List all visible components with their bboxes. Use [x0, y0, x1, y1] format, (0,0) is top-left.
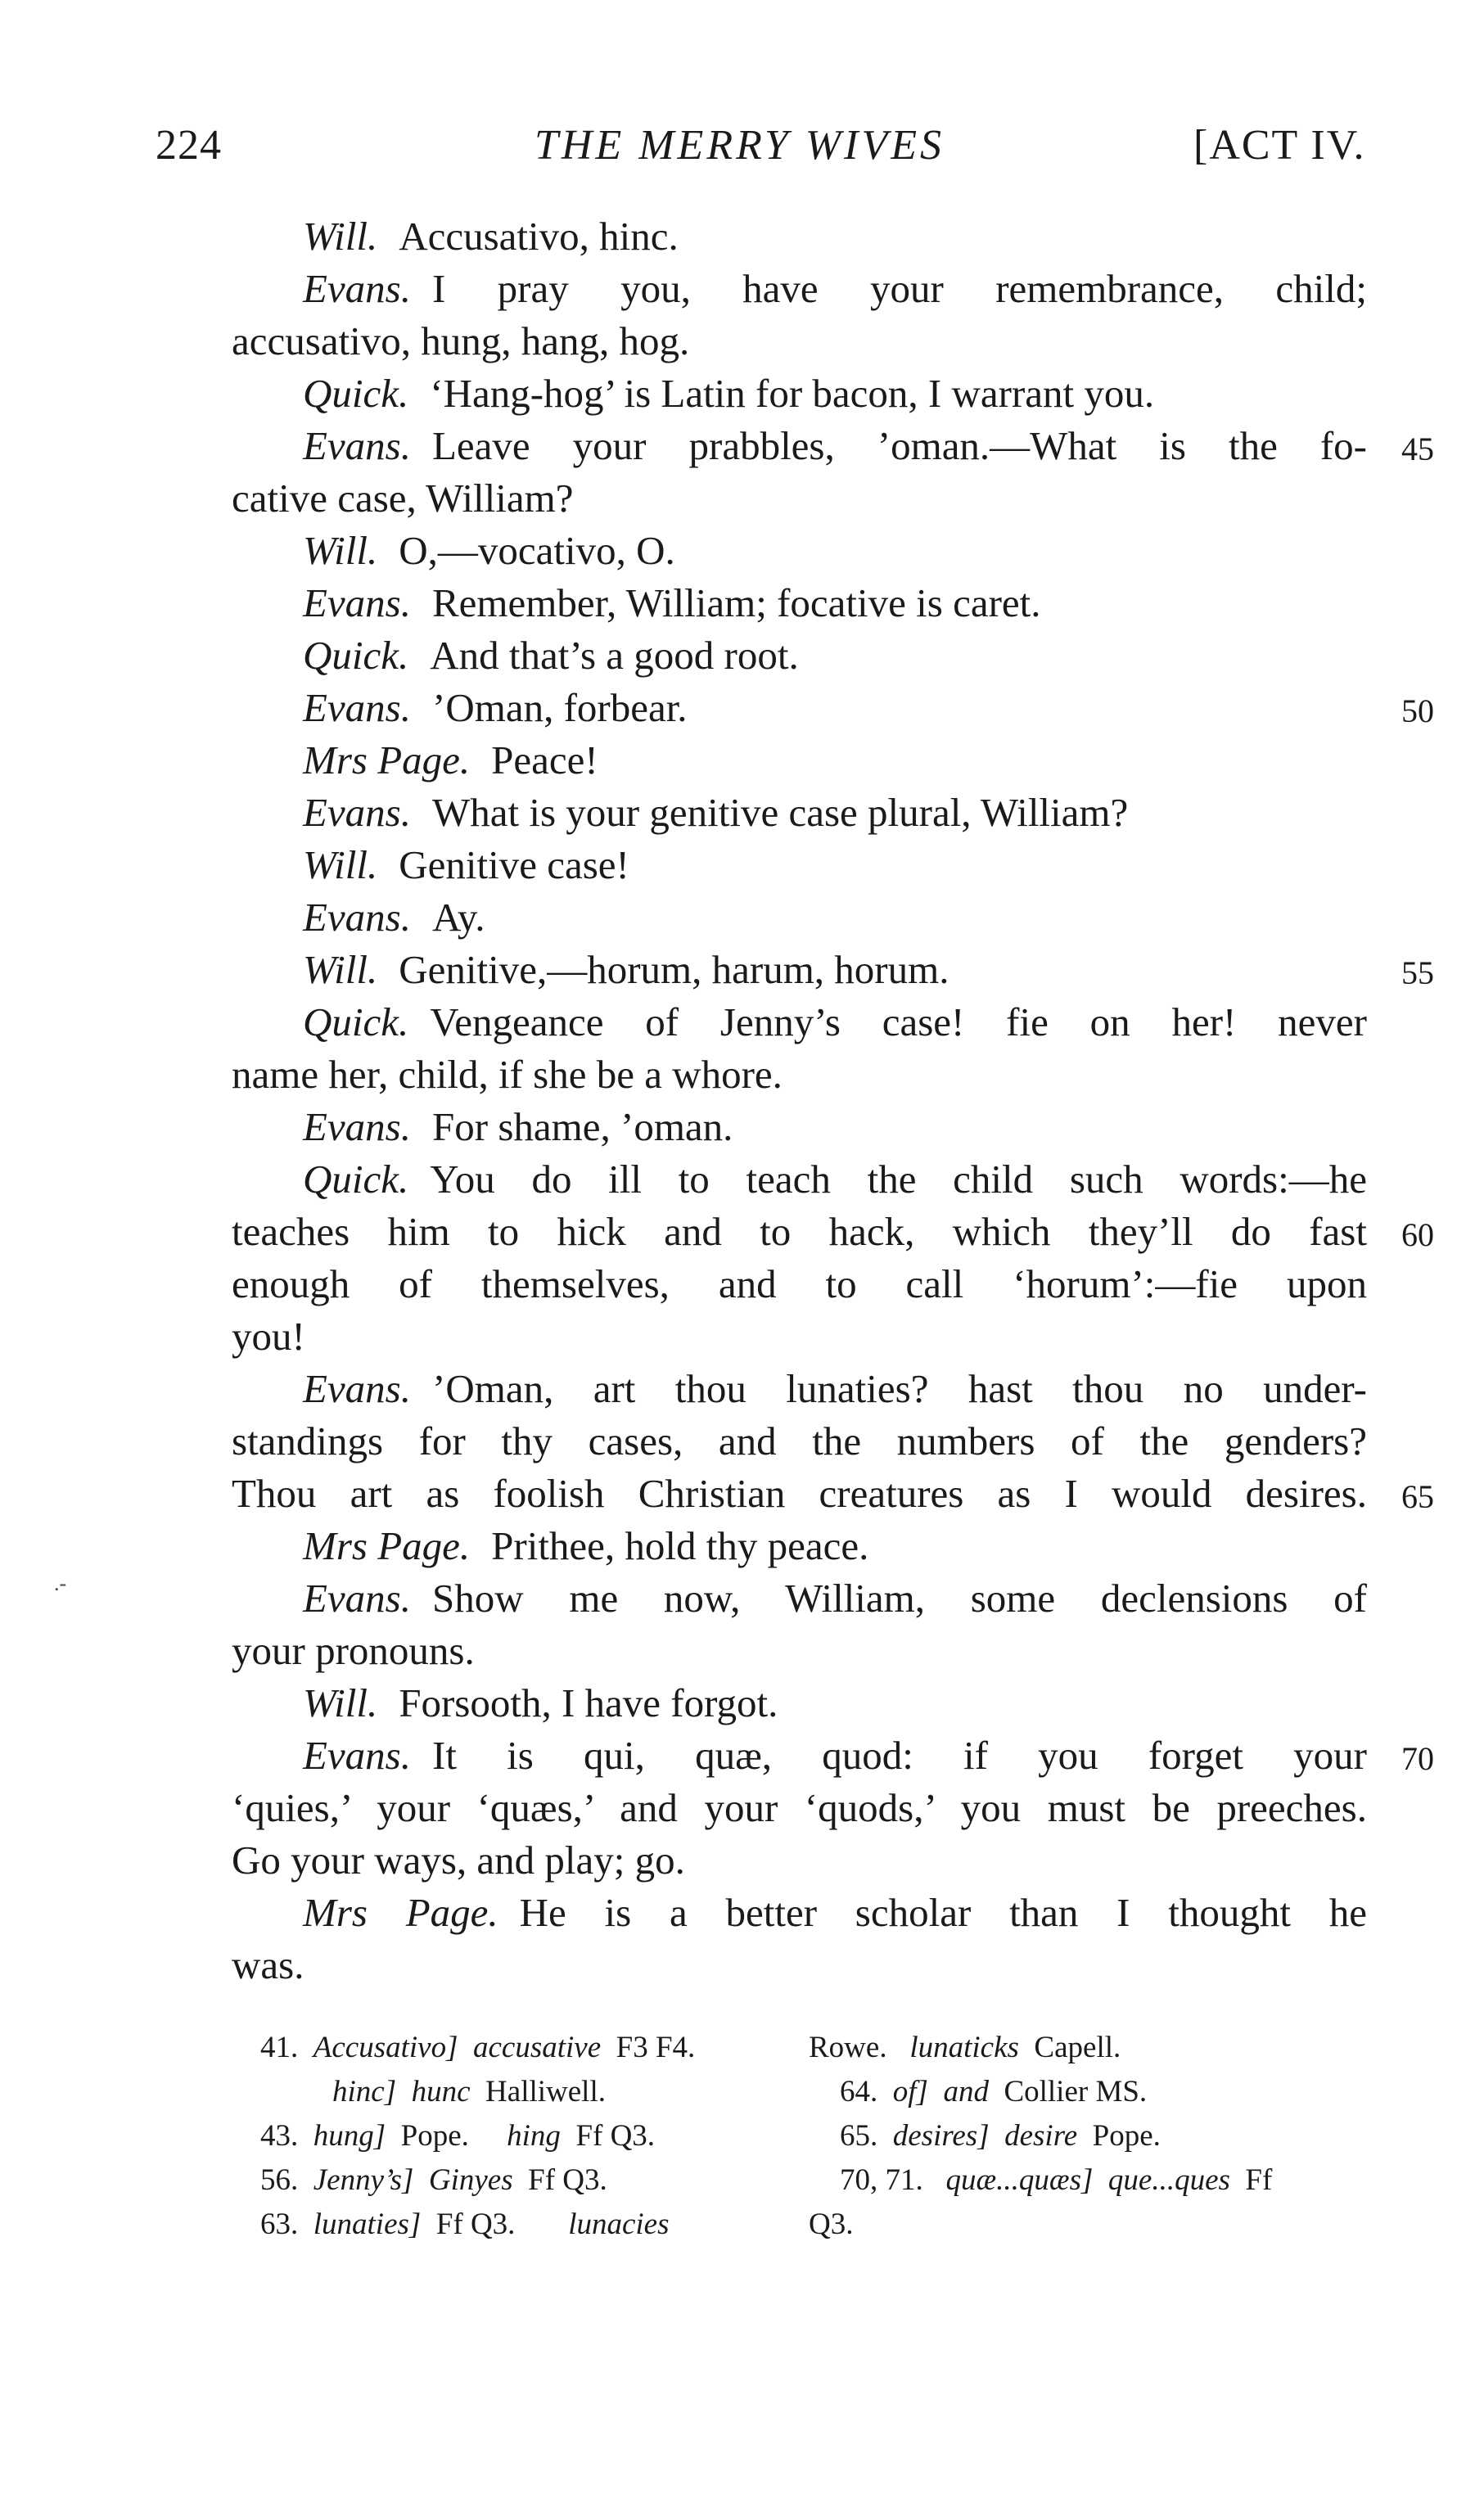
footnote-lemma: hung]: [313, 2119, 386, 2153]
dialogue-line: [303, 787, 1128, 838]
dialogue-line: [232, 1416, 1367, 1467]
dialogue-line: [232, 473, 574, 524]
footnote: [809, 2027, 1121, 2069]
line-number: 60: [1401, 1216, 1434, 1253]
speech-text: ’Oman, forbear.: [432, 685, 688, 730]
footnote-number: 64.: [840, 2075, 878, 2108]
footnote-source: Halliwell.: [485, 2075, 606, 2108]
dialogue-line: [232, 1311, 305, 1362]
dialogue-line: [303, 1154, 1367, 1205]
speaker-name: Evans.: [303, 266, 411, 311]
dialogue-line: [232, 1783, 1367, 1833]
dialogue-line: [303, 945, 949, 995]
act-label: [ACT IV.: [1193, 122, 1366, 169]
footnote-source: Ff Q3.: [435, 2208, 516, 2241]
dialogue-line: [303, 1678, 778, 1729]
dialogue-line: [303, 1521, 868, 1572]
footnote-source: Q3.: [809, 2208, 854, 2241]
dialogue-line: [303, 840, 629, 891]
dialogue-line: [232, 1835, 685, 1886]
speaker-name: Will.: [303, 214, 378, 259]
speaker-name: Will.: [303, 1680, 378, 1725]
speech-text: Peace!: [491, 737, 598, 782]
speech-text: You do ill to teach the child such words:—he: [430, 1157, 1367, 1202]
footnote-source: Ff Q3.: [528, 2163, 607, 2197]
speech-text: teaches him to hick and to hack, which they’ll do fast: [232, 1209, 1367, 1254]
speech-text: And that’s a good root.: [430, 633, 799, 678]
footnote: [809, 2203, 853, 2246]
footnote: [840, 2071, 1147, 2113]
speech-text: Thou art as foolish Christian creatures as I would desires.: [232, 1471, 1367, 1516]
footnote: [840, 2115, 1161, 2158]
page-number: 224: [156, 122, 222, 169]
dialogue-line: [232, 316, 689, 367]
footnote-number: 41.: [260, 2031, 299, 2064]
footnote-lemma: lunacies: [568, 2208, 670, 2241]
footnote-number: 65.: [840, 2119, 878, 2153]
footnote: [260, 2027, 695, 2069]
footnote: [260, 2159, 607, 2202]
speaker-name: Mrs Page.: [303, 1890, 498, 1935]
speaker-name: Mrs Page.: [303, 1523, 471, 1568]
dialogue-line: [303, 578, 1041, 629]
dialogue-line: [303, 264, 1367, 314]
line-number: 65: [1401, 1478, 1434, 1515]
dialogue-line: [232, 1259, 1367, 1310]
speaker-name: Evans.: [303, 790, 411, 835]
footnote-reading: Ginyes: [428, 2163, 513, 2197]
dialogue-line: [303, 211, 679, 262]
speech-text: ’Oman, art thou lunaties? hast thou no under-: [432, 1366, 1367, 1411]
speech-text: For shame, ’oman.: [432, 1104, 733, 1149]
speaker-name: Will.: [303, 947, 378, 992]
footnote-source: Capell.: [1034, 2031, 1121, 2064]
line-number: 70: [1401, 1740, 1434, 1777]
speech-text: Leave your prabbles, ’oman.—What is the fo-: [432, 423, 1367, 468]
footnote-reading: hunc: [411, 2075, 471, 2108]
footnote: [332, 2071, 606, 2113]
speech-text: Accusativo, hinc.: [399, 214, 679, 259]
margin-mark: .‑: [54, 1572, 67, 1595]
speech-text: name her, child, if she be a whore.: [232, 1052, 783, 1097]
dialogue-line: [303, 735, 598, 786]
footnote-number: 63.: [260, 2208, 299, 2241]
dialogue-line: [303, 525, 675, 576]
dialogue-line: [303, 892, 485, 943]
footnote-reading: desire: [1004, 2119, 1078, 2153]
speech-text: your pronouns.: [232, 1628, 475, 1673]
line-number: 50: [1401, 692, 1434, 729]
speaker-name: Quick.: [303, 1157, 409, 1202]
speech-text: ‘quies,’ your ‘quæs,’ and your ‘quods,’ you must be preeches.: [232, 1785, 1367, 1830]
speaker-name: Will.: [303, 842, 378, 887]
speech-text: O,—vocativo, O.: [399, 528, 675, 573]
footnote-lemma: lunaticks: [909, 2031, 1019, 2064]
speaker-name: Evans.: [303, 895, 411, 940]
speaker-name: Evans.: [303, 580, 411, 625]
footnote-source: Pope.: [400, 2119, 469, 2153]
speech-text: Prithee, hold thy peace.: [491, 1523, 869, 1568]
speaker-name: Evans.: [303, 1733, 411, 1778]
speech-text: Forsooth, I have forgot.: [399, 1680, 778, 1725]
speech-text: Go your ways, and play; go.: [232, 1838, 685, 1883]
dialogue-line: [303, 1364, 1367, 1414]
footnote-source: F3 F4.: [616, 2031, 696, 2064]
dialogue-line: [303, 368, 1154, 419]
speaker-name: Evans.: [303, 1576, 411, 1621]
speech-text: ‘Hang-hog’ is Latin for bacon, I warrant you.: [430, 371, 1155, 416]
footnote: [840, 2159, 1272, 2202]
footnote-number: 43.: [260, 2119, 299, 2153]
footnote-reading: que...ques: [1107, 2163, 1230, 2197]
footnote-reading: accusative: [472, 2031, 602, 2064]
speaker-name: Quick.: [303, 371, 409, 416]
footnote-lemma: of]: [892, 2075, 928, 2108]
footnote-number: 70, 71.: [840, 2163, 923, 2197]
footnote-lemma: quæ...quæs]: [945, 2163, 1094, 2197]
speech-text: Vengeance of Jenny’s case! fie on her! never: [430, 999, 1367, 1044]
dialogue-line: [303, 1573, 1367, 1624]
speech-text: standings for thy cases, and the numbers of the genders?: [232, 1418, 1367, 1463]
speech-text: enough of themselves, and to call ‘horum’:—fie upon: [232, 1261, 1367, 1306]
dialogue-line: [232, 1626, 475, 1676]
speaker-name: Mrs Page.: [303, 737, 471, 782]
dialogue-line: [303, 1887, 1367, 1938]
speech-text: cative case, William?: [232, 476, 574, 521]
speech-text: He is a better scholar than I thought he: [519, 1890, 1368, 1935]
running-title: THE MERRY WIVES: [535, 122, 945, 169]
speaker-name: Evans.: [303, 423, 411, 468]
speech-text: Genitive,—horum, harum, horum.: [399, 947, 949, 992]
dialogue-line: [232, 1049, 783, 1100]
dialogue-line: [303, 630, 799, 681]
speaker-name: Evans.: [303, 1104, 411, 1149]
footnote-lemma: lunaties]: [313, 2208, 422, 2241]
speech-text: was.: [232, 1942, 304, 1987]
footnote-lemma: Jenny’s]: [313, 2163, 414, 2197]
dialogue-line: [303, 1102, 733, 1152]
speech-text: Remember, William; focative is caret.: [432, 580, 1041, 625]
line-number: 45: [1401, 431, 1434, 467]
footnote-source: Rowe.: [809, 2031, 887, 2064]
footnote-source: Ff Q3.: [575, 2119, 656, 2153]
dialogue-line: [303, 997, 1367, 1048]
speech-text: I pray you, have your remembrance, child;: [432, 266, 1367, 311]
speaker-name: Quick.: [303, 999, 409, 1044]
dialogue-line: [303, 421, 1367, 471]
footnote-number: 56.: [260, 2163, 299, 2197]
footnote-lemma: desires]: [892, 2119, 990, 2153]
speech-text: What is your genitive case plural, William?: [432, 790, 1129, 835]
dialogue-line: [303, 1730, 1367, 1781]
footnote: [260, 2115, 655, 2158]
dialogue-line: [232, 1940, 304, 1991]
dialogue-line: [232, 1468, 1367, 1519]
footnote: [260, 2203, 670, 2246]
footnote-source: Pope.: [1092, 2119, 1161, 2153]
footnote-source: Collier MS.: [1004, 2075, 1148, 2108]
speech-text: Ay.: [432, 895, 485, 940]
footnote-reading: and: [943, 2075, 989, 2108]
dialogue-line: [232, 1206, 1367, 1257]
speaker-name: Evans.: [303, 1366, 411, 1411]
footnote-source: Ff: [1245, 2163, 1273, 2197]
speech-text: you!: [232, 1314, 305, 1359]
speaker-name: Quick.: [303, 633, 409, 678]
footnote-lemma: hing: [507, 2119, 561, 2153]
footnote-lemma: hinc]: [332, 2075, 397, 2108]
speech-text: Show me now, William, some declensions of: [432, 1576, 1367, 1621]
dialogue-line: [303, 683, 688, 733]
speech-text: accusativo, hung, hang, hog.: [232, 318, 690, 363]
line-number: 55: [1401, 954, 1434, 991]
speech-text: Genitive case!: [399, 842, 629, 887]
speaker-name: Evans.: [303, 685, 411, 730]
speech-text: It is qui, quæ, quod: if you forget your: [432, 1733, 1367, 1778]
speaker-name: Will.: [303, 528, 378, 573]
footnote-lemma: Accusativo]: [313, 2031, 458, 2064]
